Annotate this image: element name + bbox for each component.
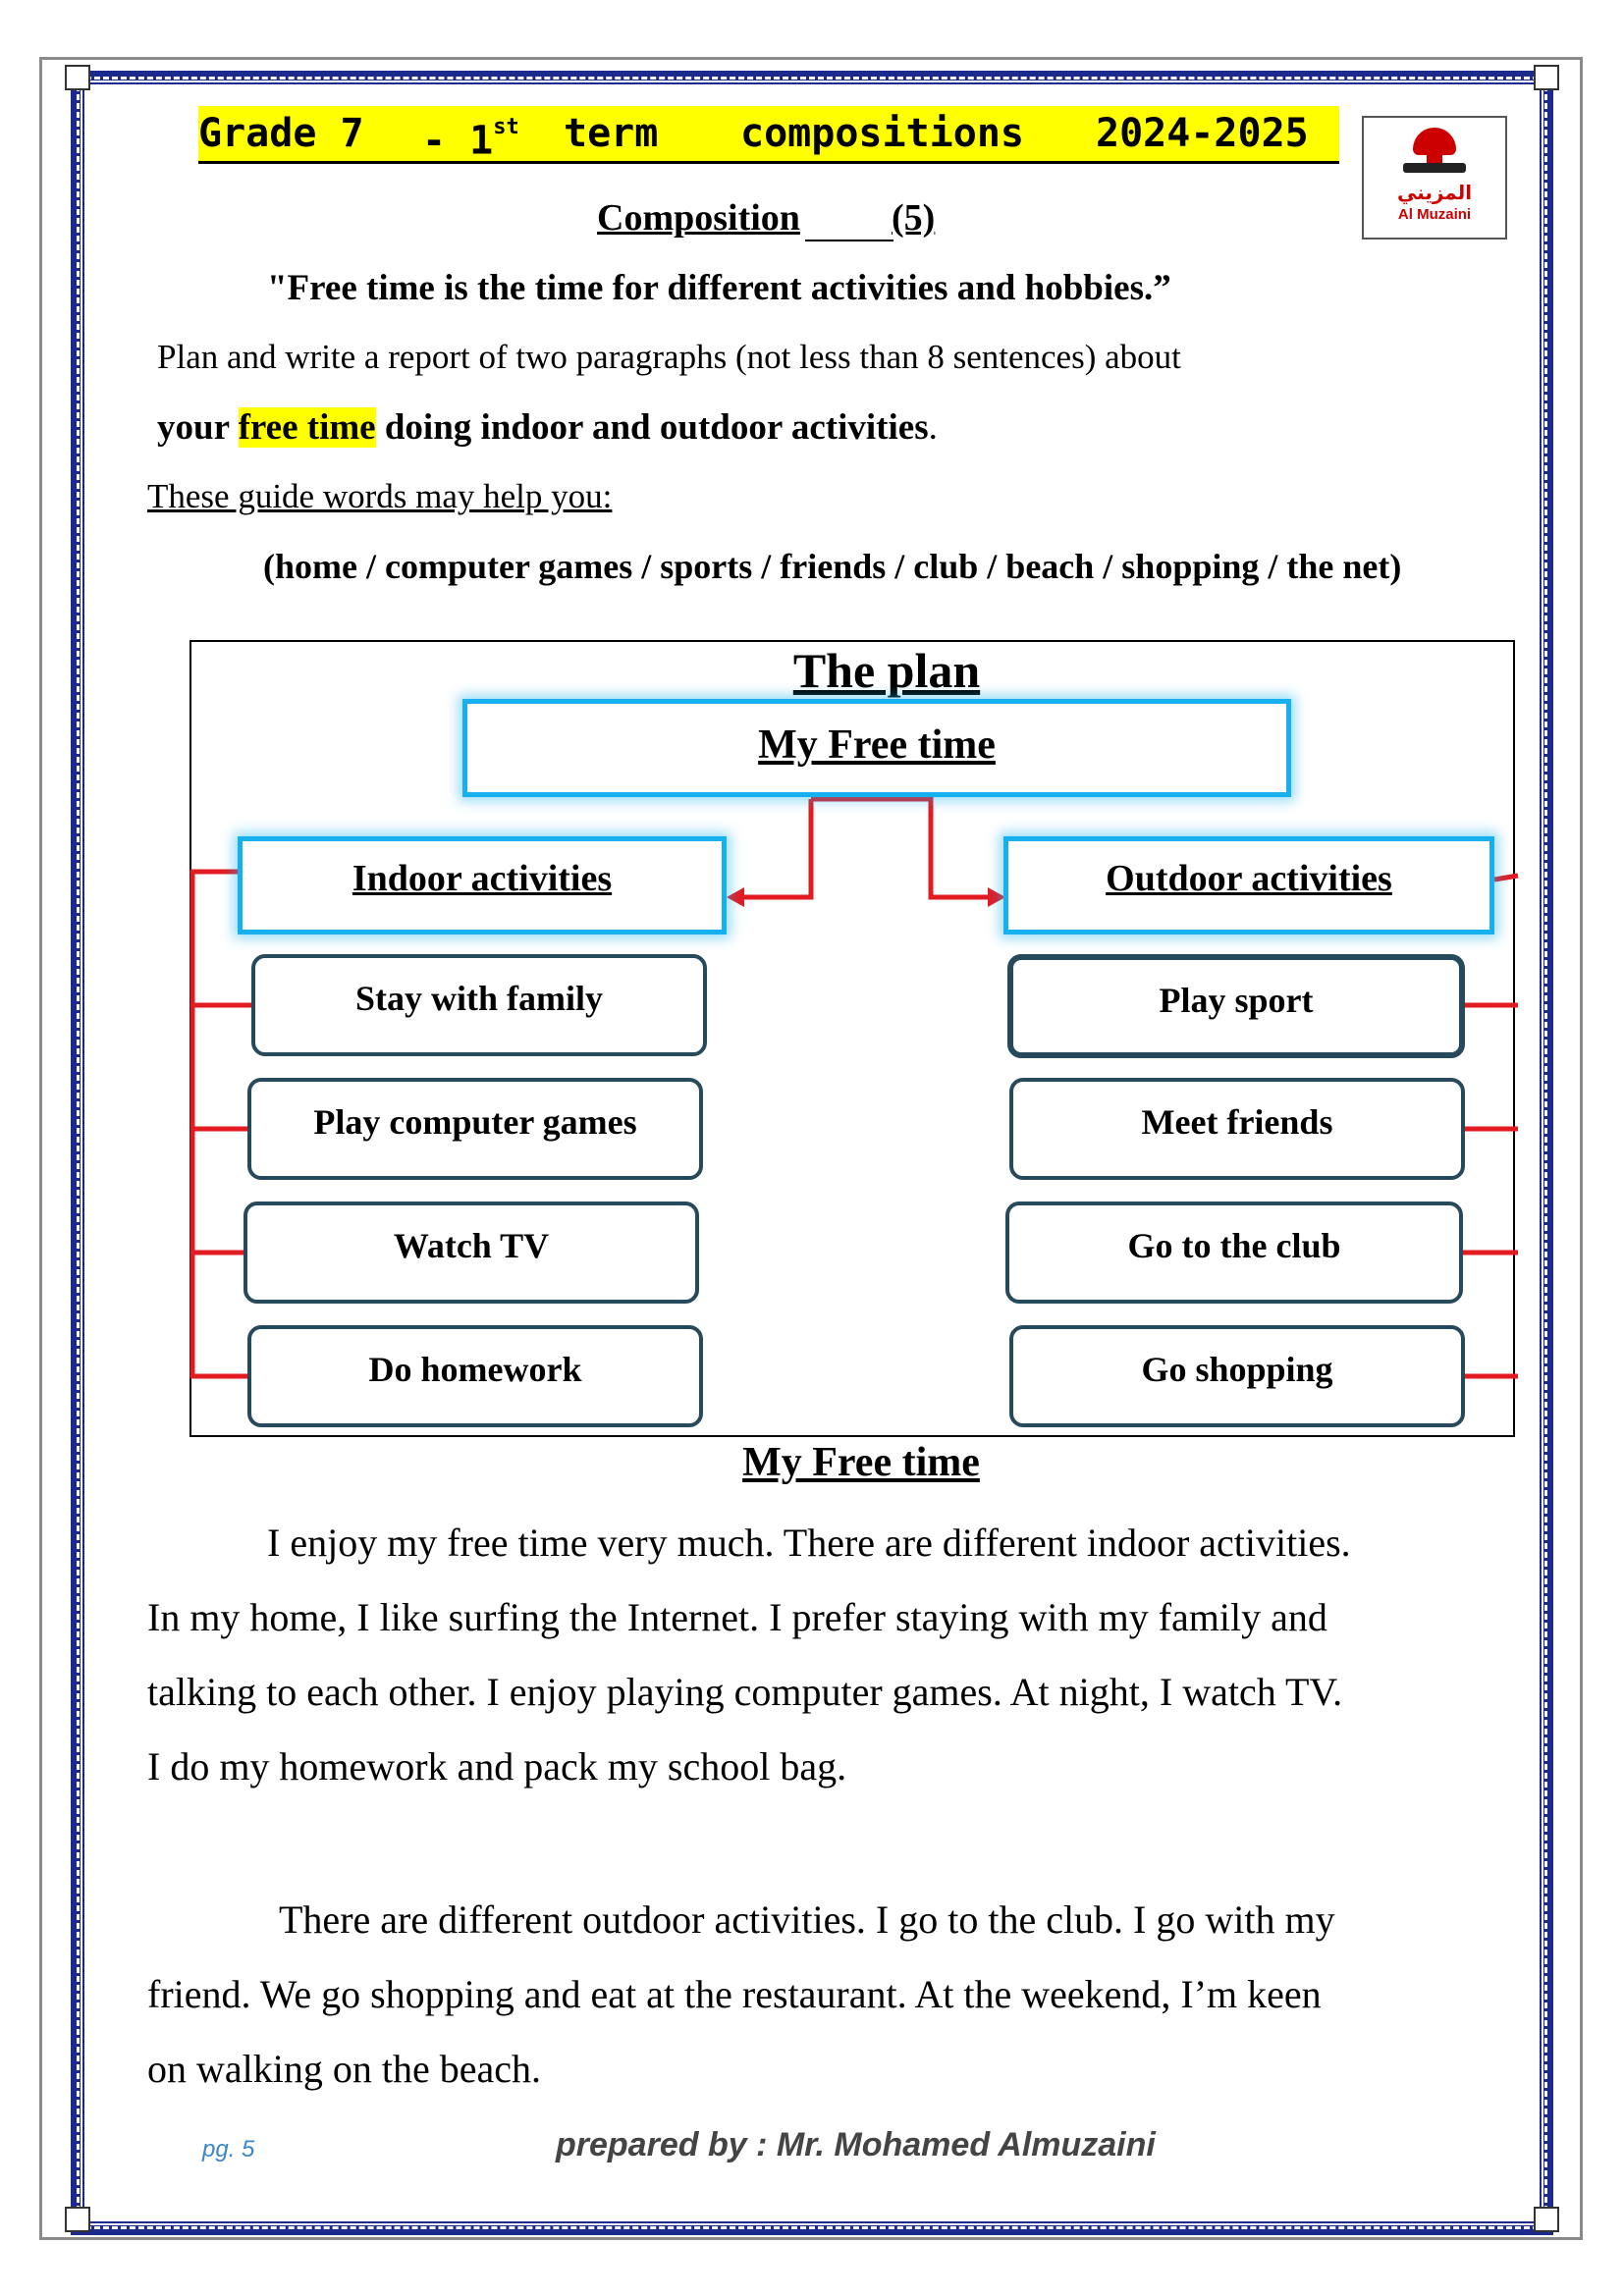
- header-term-word: term: [564, 111, 659, 156]
- task-line-2-pre: your: [157, 407, 239, 448]
- guide-intro: These guide words may help you:: [147, 477, 613, 515]
- outdoor-title-box: Outdoor activities: [1003, 836, 1494, 934]
- header-term-sup: st: [493, 115, 519, 139]
- indoor-bracket: [192, 872, 249, 1376]
- essay-p1-line: In my home, I like surfing the Internet. I prefer staying with my family and: [147, 1595, 1327, 1639]
- indoor-item: Watch TV: [244, 1201, 699, 1304]
- indoor-item: Do homework: [247, 1325, 703, 1427]
- logo-arabic: المزيني: [1396, 181, 1473, 204]
- header-compositions: compositions: [740, 111, 1024, 156]
- indoor-item: Play computer games: [247, 1078, 703, 1180]
- guide-words: (home / computer games / sports / friends / club / beach / shopping / the net): [263, 547, 1402, 586]
- indoor-item: Stay with family: [251, 954, 707, 1056]
- essay-p2-line: on walking on the beach.: [147, 2047, 541, 2091]
- header-grade: Grade 7: [198, 111, 364, 156]
- essay-p1-line: I do my homework and pack my school bag.: [147, 1744, 847, 1789]
- outdoor-item: Meet friends: [1009, 1078, 1465, 1180]
- connector-main-outdoor: [811, 799, 994, 897]
- page-number: pg. 5: [202, 2136, 255, 2163]
- task-line-2-post: doing indoor and outdoor activities: [375, 407, 929, 448]
- outdoor-branch-0: [1494, 876, 1518, 880]
- plan-title: The plan: [792, 643, 981, 698]
- composition-label: Composition: [597, 197, 800, 239]
- essay-p2-line: There are different outdoor activities. I go to the club. I go with my: [279, 1897, 1335, 1942]
- task-highlight: free time: [238, 407, 376, 448]
- header-year: 2024-2025: [1096, 111, 1309, 156]
- quote: "Free time is the time for different activities and hobbies.”: [267, 268, 1171, 308]
- prepared-by: prepared by : Mr. Mohamed Almuzaini: [556, 2126, 1156, 2163]
- connector-main-indoor: [738, 799, 811, 897]
- essay-p1-line: talking to each other. I enjoy playing computer games. At night, I watch TV.: [147, 1670, 1343, 1714]
- composition-number: (5): [892, 197, 936, 239]
- outdoor-item: Go to the club: [1005, 1201, 1463, 1304]
- outdoor-item: Go shopping: [1009, 1325, 1465, 1427]
- essay-p2-line: friend. We go shopping and eat at the restaurant. At the weekend, I’m keen: [147, 1972, 1322, 2016]
- task-line-2-end: .: [928, 407, 938, 448]
- arrow-head-left-icon: [727, 887, 744, 907]
- essay-p1-line: I enjoy my free time very much. There are different indoor activities.: [267, 1521, 1351, 1565]
- logo-english: Al Muzaini: [1397, 206, 1472, 223]
- plan-main-box: My Free time: [462, 699, 1291, 797]
- essay-title: My Free time: [742, 1440, 980, 1485]
- indoor-title-box: Indoor activities: [238, 836, 727, 934]
- header-term-prefix: - 1: [422, 118, 494, 164]
- outdoor-item: Play sport: [1007, 954, 1465, 1058]
- task-line-1: Plan and write a report of two paragraphs (not less than 8 sentences) about: [157, 338, 1181, 376]
